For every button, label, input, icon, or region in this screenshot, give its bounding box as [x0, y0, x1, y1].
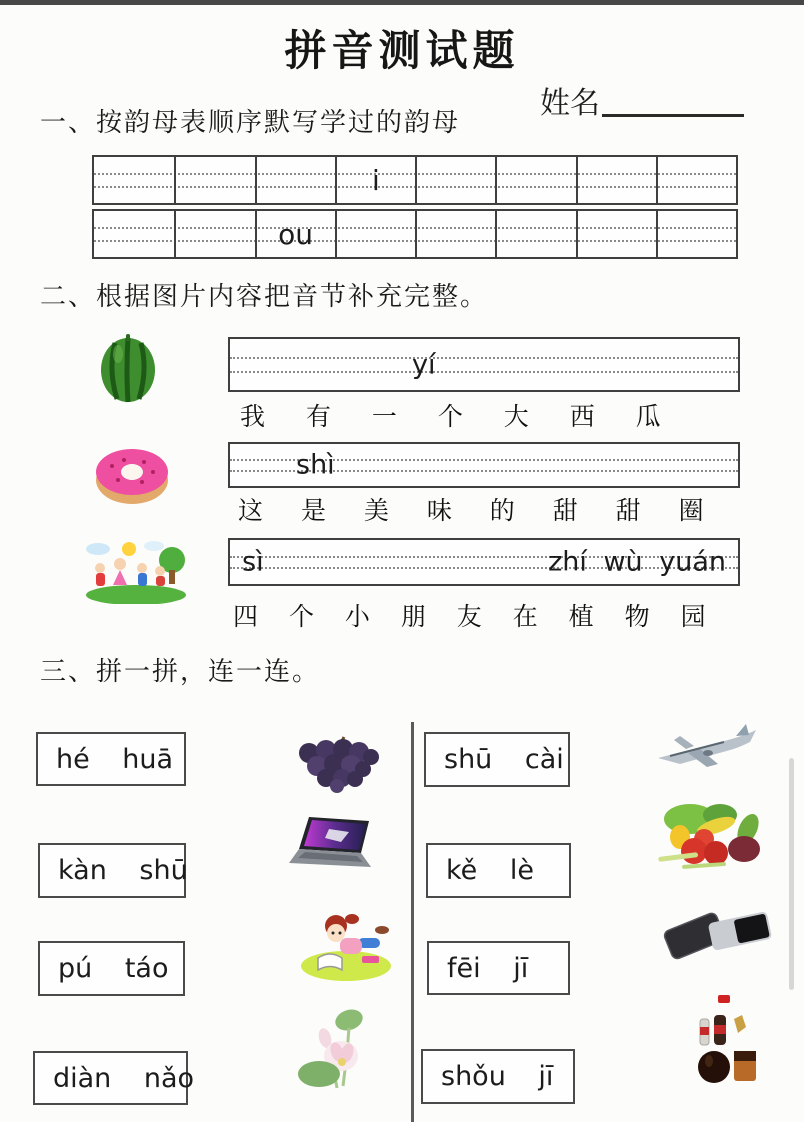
grid-cell [335, 211, 415, 257]
column-divider-line [411, 722, 414, 1122]
name-blank-line [602, 86, 744, 117]
section2-heading: 二、根据图片内容把音节补充完整。 [40, 282, 489, 312]
word-box-putao: pú táo [38, 941, 185, 996]
grid-cell [495, 211, 575, 257]
grid-cell [495, 157, 575, 203]
answer-zhiwuyuan: zhí wù yuán [548, 546, 726, 578]
donut-image [90, 442, 174, 510]
grid-cell [576, 157, 656, 203]
children-playing-image [84, 538, 188, 608]
word-box-diannao: diàn nǎo [33, 1051, 188, 1105]
section3-heading: 三、拼一拼，连一连。 [40, 657, 321, 687]
grid-cell [174, 157, 254, 203]
airplane-image [650, 722, 762, 776]
scan-edge-mark [789, 758, 794, 990]
word-box-hehua: hé huā [36, 732, 186, 786]
name-label: 姓名 [540, 86, 600, 121]
grid-cell [94, 157, 174, 203]
writing-line-1 [228, 337, 740, 392]
mobile-phones-image [660, 905, 772, 965]
grid-cell [576, 211, 656, 257]
grid-cell [94, 211, 174, 257]
sentence-watermelon: 我 有 一 个 大 西 瓜 [240, 402, 661, 431]
grid-cell [415, 211, 495, 257]
lotus-image [297, 1000, 375, 1098]
grid-cell-vowel-ou: ou [255, 211, 335, 257]
sentence-donut: 这 是 美 味 的 甜 甜 圈 [238, 496, 704, 525]
grid-cell [174, 211, 254, 257]
grid-cell [656, 157, 736, 203]
scan-edge-strip [0, 0, 804, 5]
watermelon-image [95, 332, 161, 408]
answer-shi: shì [296, 449, 335, 481]
word-box-shucai: shū cài [424, 732, 570, 787]
grid-cell [656, 211, 736, 257]
word-box-kanshu: kàn shū [38, 843, 186, 898]
vegetables-image [652, 795, 764, 879]
word-box-shouji: shǒu jī [421, 1049, 575, 1104]
answer-yi: yí [412, 349, 436, 380]
grid-cell [415, 157, 495, 203]
writing-line-2 [228, 442, 740, 488]
grid-cell [255, 157, 335, 203]
cola-image [692, 993, 758, 1093]
writing-line-3 [228, 538, 740, 586]
laptop-image [283, 815, 375, 881]
sentence-children: 四 个 小 朋 友 在 植 物 园 [233, 602, 706, 631]
name-field [540, 78, 744, 122]
page-title: 拼音测试题 [284, 26, 520, 75]
section1-heading: 一、按韵母表顺序默写学过的韵母 [40, 108, 461, 138]
word-box-kele: kě lè [426, 843, 571, 898]
grid-cell-vowel-i: i [335, 157, 415, 203]
word-box-feiji: fēi jī [427, 941, 570, 995]
answer-si: sì [242, 546, 264, 578]
girl-reading-image [298, 902, 394, 990]
vowel-grid-row-2 [92, 209, 738, 259]
vowel-grid-row-1 [92, 155, 738, 205]
grapes-image [293, 735, 383, 797]
